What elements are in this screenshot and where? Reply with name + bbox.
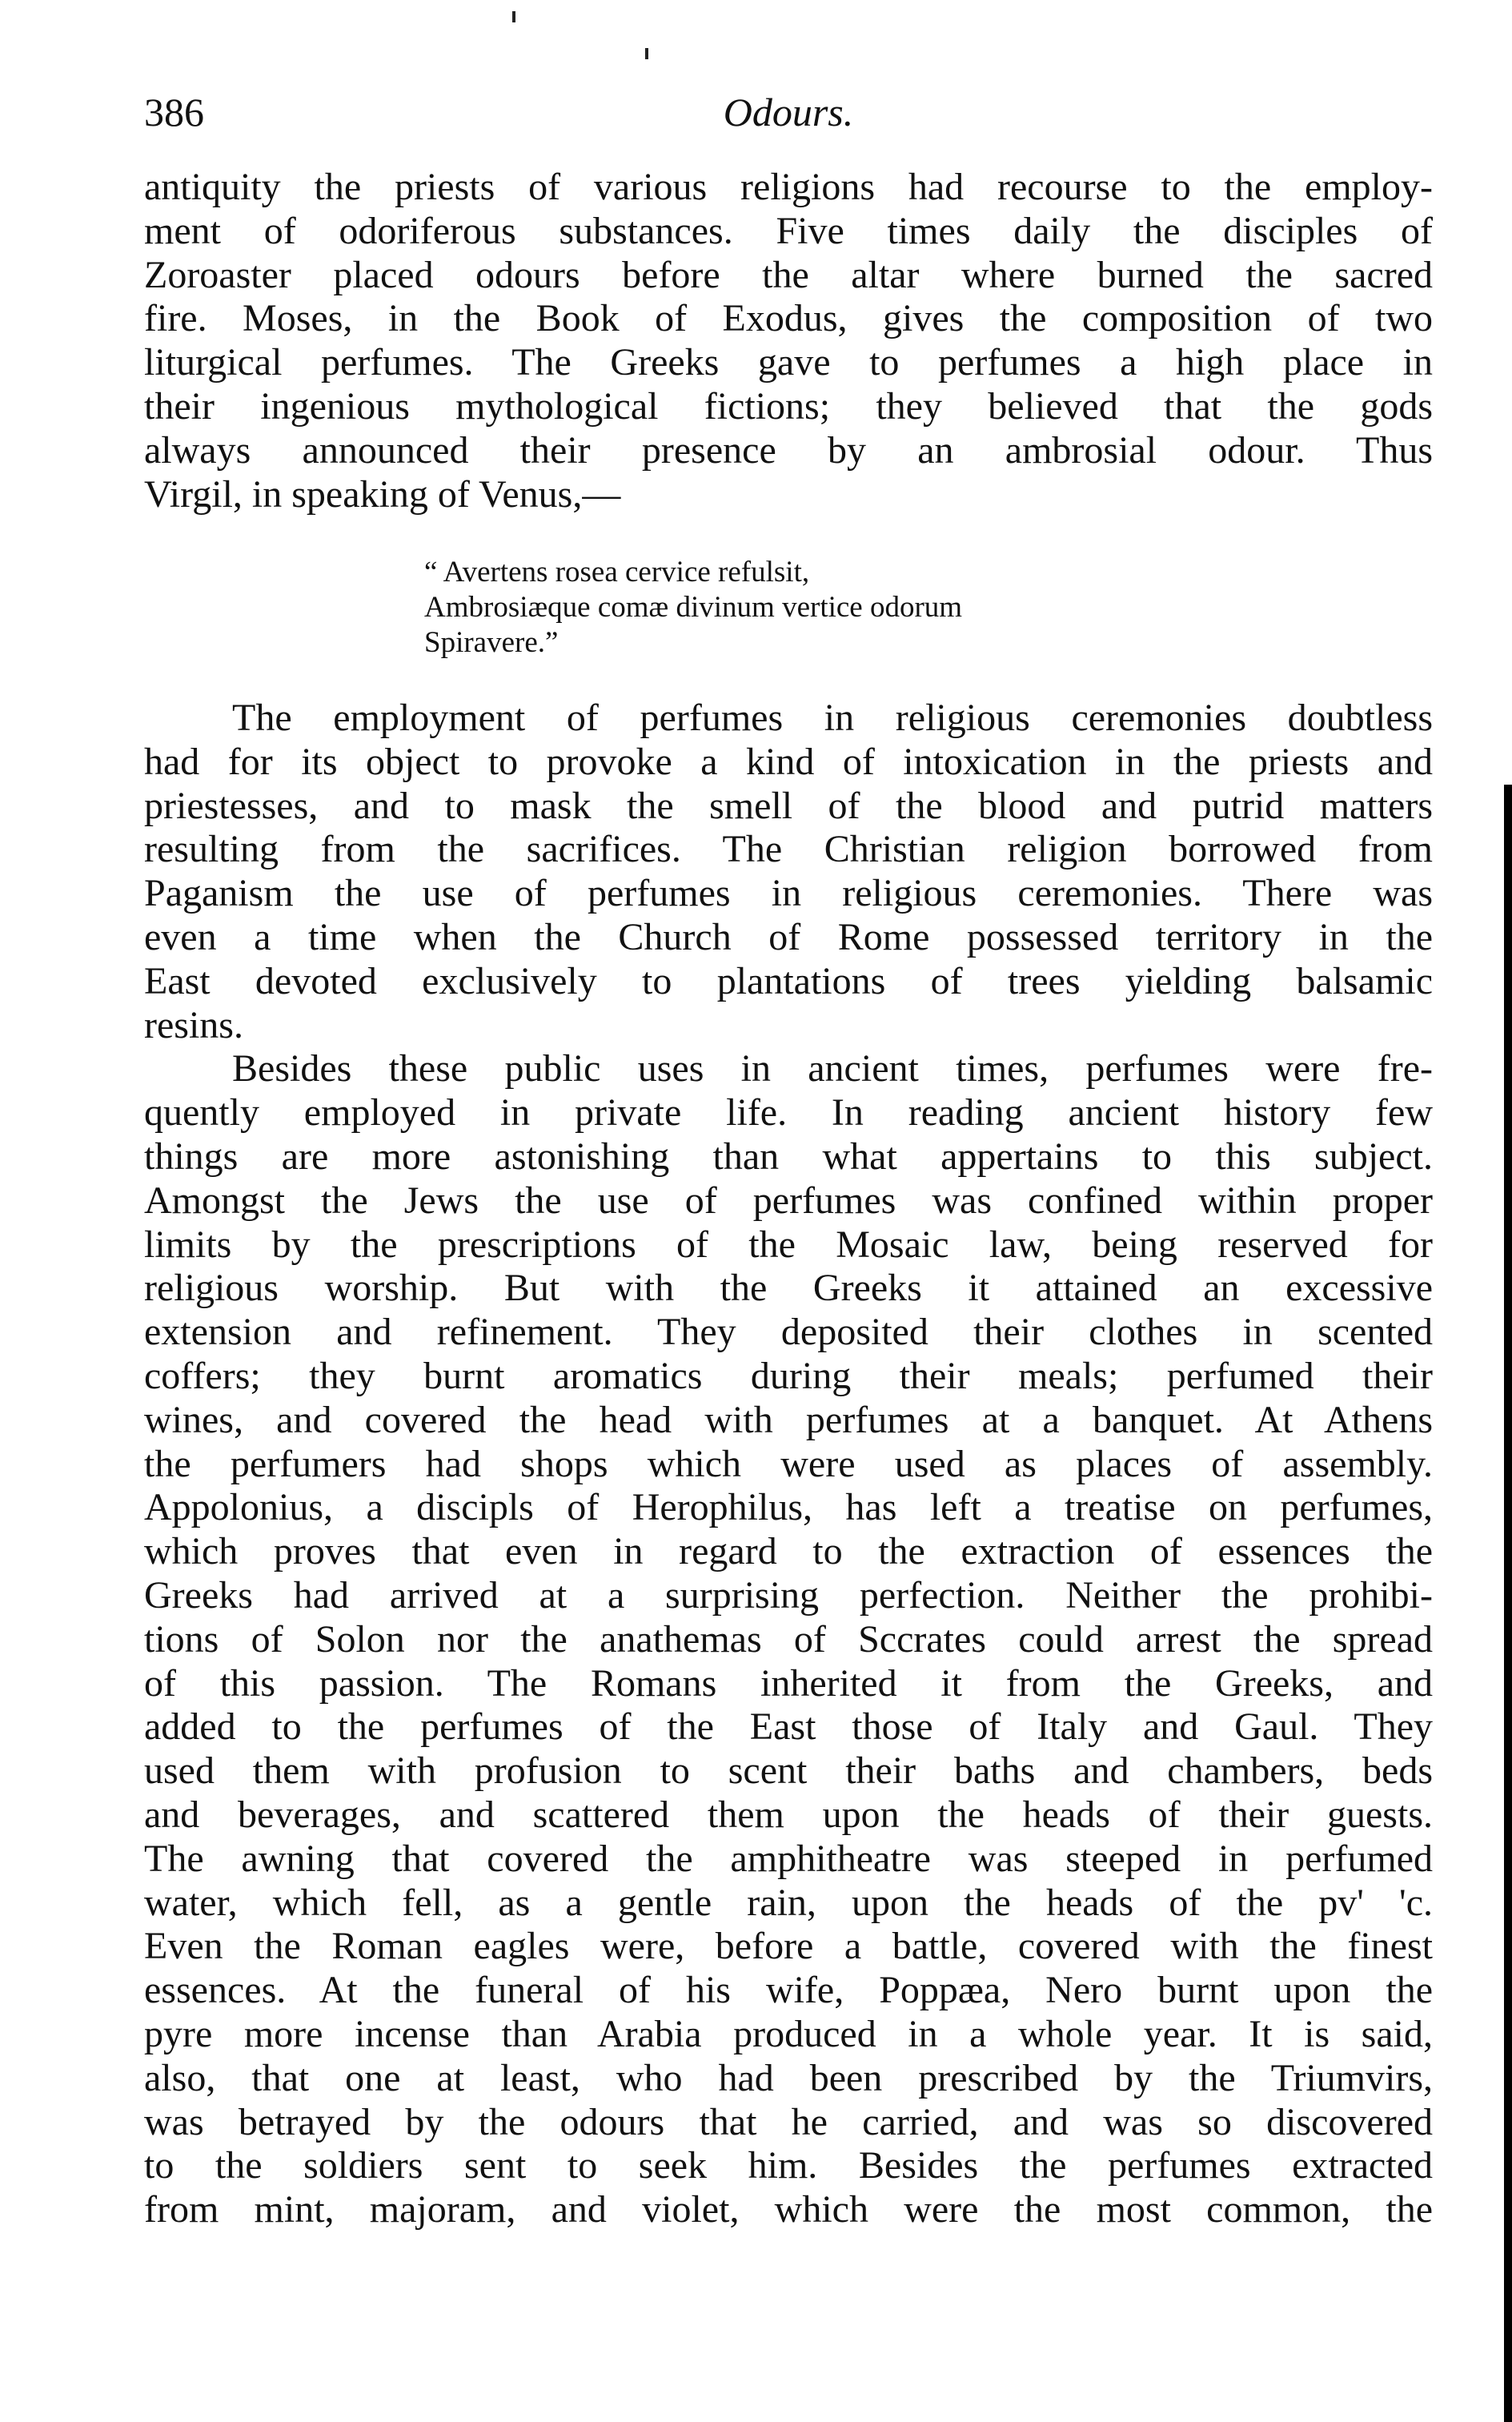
paragraph-1 [144, 166, 1433, 516]
text-line: the perfumers had shops which were used as places of assembly. [144, 1442, 1433, 1485]
text-line: Virgil, in speaking of Venus,— [144, 472, 621, 516]
text-line: The employment of perfumes in religious ceremonies doubtless [232, 697, 1433, 739]
text-line: coffers; they burnt aromatics during their meals; perfumed their [144, 1354, 1433, 1397]
text-line: limits by the prescriptions of the Mosaic law, being reserved for [144, 1223, 1433, 1266]
text-line: ment of odoriferous substances. Five times daily the disciples of [144, 209, 1433, 252]
body-text [144, 697, 1433, 2232]
text-line: which proves that even in regard to the extraction of essences the [144, 1530, 1433, 1573]
text-line: Even the Roman eagles were, before a battle, covered with the finest [144, 1925, 1433, 1968]
text-line: resulting from the sacrifices. The Christian religion borrowed from [144, 828, 1433, 871]
text-line: their ingenious mythological fictions; they believed that the gods [144, 384, 1433, 428]
text-line: and beverages, and scattered them upon the heads of their guests. [144, 1793, 1433, 1836]
text-line: Paganism the use of perfumes in religious ceremonies. There was [144, 872, 1433, 915]
text-line: pyre more incense than Arabia produced in a whole year. It is said, [144, 2012, 1433, 2055]
text-line: water, which fell, as a gentle rain, upon the heads of the pv' 'c. [144, 1881, 1433, 1924]
text-line: The awning that covered the amphitheatre was steeped in perfumed [144, 1837, 1433, 1880]
text-line: had for its object to provoke a kind of intoxication in the priests and [144, 740, 1433, 783]
text-line: quently employed in private life. In reading ancient history few [144, 1091, 1433, 1135]
text-line: resins. [144, 1003, 243, 1046]
text-line: tions of Solon nor the anathemas of Sccrates could arrest the spread [144, 1617, 1433, 1661]
page-header [144, 84, 1433, 140]
text-line: fire. Moses, in the Book of Exodus, gives the composition of two [144, 297, 1433, 340]
text-line: wines, and covered the head with perfumes at a banquet. At Athens [144, 1398, 1433, 1441]
text-line: Greeks had arrived at a surprising perfection. Neither the prohibi- [144, 1573, 1433, 1617]
text-line: things are more astonishing than what appertains to this subject. [144, 1135, 1433, 1178]
text-line: was betrayed by the odours that he carried, and was so discovered [144, 2100, 1433, 2143]
latin-quotation [424, 555, 1145, 661]
paragraph-3 [144, 1047, 1433, 2232]
page-number: 386 [144, 90, 204, 135]
text-line: of this passion. The Romans inherited it from the Greeks, and [144, 1661, 1433, 1705]
text-line: Appolonius, a discipls of Herophilus, has left a treatise on perfumes, [144, 1486, 1433, 1529]
quote-line: “ Avertens rosea cervice refulsit, [424, 556, 810, 588]
text-line: liturgical perfumes. The Greeks gave to perfumes a high place in [144, 341, 1433, 384]
scan-speck [512, 11, 515, 22]
text-line: added to the perfumes of the East those of Italy and Gaul. They [144, 1705, 1433, 1749]
text-line: also, that one at least, who had been prescribed by the Triumvirs, [144, 2056, 1433, 2099]
text-line: religious worship. But with the Greeks it attained an excessive [144, 1267, 1433, 1310]
text-line: Besides these public uses in ancient times, perfumes were fre- [232, 1047, 1433, 1091]
text-line: antiquity the priests of various religions had recourse to the employ- [144, 166, 1433, 208]
page-edge-shadow [1504, 785, 1512, 2422]
text-line: to the soldiers sent to seek him. Besides the perfumes extracted [144, 2144, 1433, 2187]
quote-line: Ambrosiæque comæ divinum vertice odorum [424, 591, 963, 624]
text-line: Zoroaster placed odours before the altar where burned the sacred [144, 253, 1433, 296]
text-line: from mint, majoram, and violet, which were the most common, the [144, 2188, 1433, 2231]
text-line: East devoted exclusively to plantations of trees yielding balsamic [144, 959, 1433, 1002]
text-line: even a time when the Church of Rome possessed territory in the [144, 915, 1433, 958]
text-line: priestesses, and to mask the smell of the blood and putrid matters [144, 784, 1433, 827]
text-line: always announced their presence by an ambrosial odour. Thus [144, 428, 1433, 472]
text-line: essences. At the funeral of his wife, Poppæa, Nero burnt upon the [144, 1969, 1433, 2012]
text-line: used them with profusion to scent their baths and chambers, beds [144, 1749, 1433, 1793]
scan-speck [645, 48, 648, 59]
paragraph-2 [144, 697, 1433, 1047]
running-title: Odours. [723, 90, 854, 135]
text-line: extension and refinement. They deposited their clothes in scented [144, 1311, 1433, 1354]
quote-line: Spiravere.” [424, 626, 559, 659]
text-line: Amongst the Jews the use of perfumes was confined within proper [144, 1179, 1433, 1222]
